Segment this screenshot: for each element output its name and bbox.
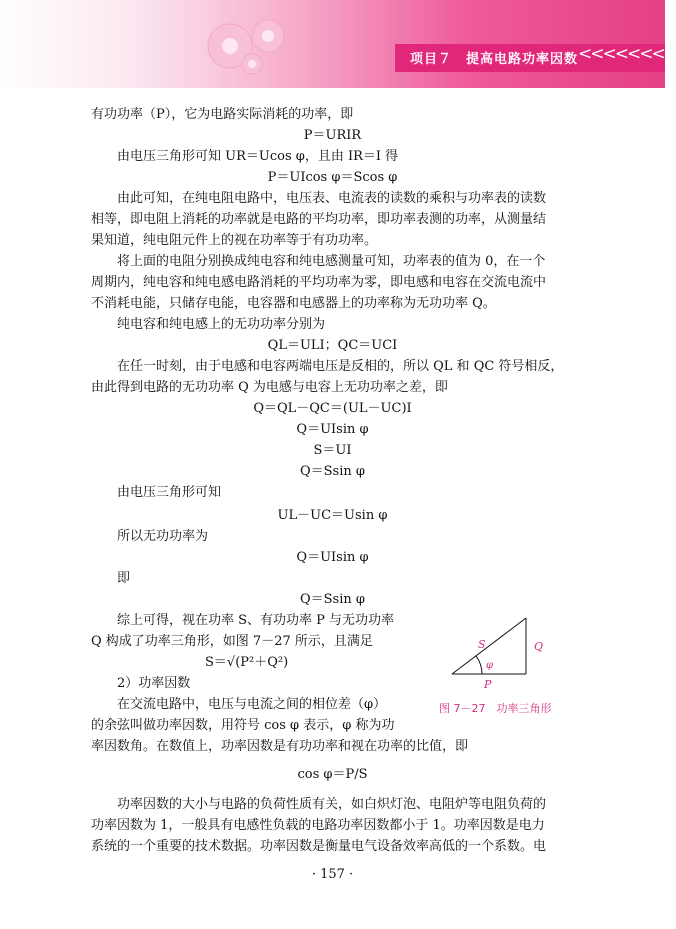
formula: P＝URIR <box>303 128 362 143</box>
text-line: 所以无功功率为 <box>117 529 209 544</box>
text-line: 率因数角。在数值上，功率因数是有功功率和视在功率的比值，即 <box>91 739 469 754</box>
text-line: 由此得到电路的无功功率 Q 为电感与电容上无功功率之差，即 <box>91 380 448 395</box>
formula: cos φ＝P/S <box>297 767 368 782</box>
formula: P＝UIcos φ＝Scos φ <box>267 170 398 185</box>
page-number: · 157 · <box>311 867 354 882</box>
text-line: 功率因数的大小与电路的负荷性质有关，如白炽灯泡、电阻炉等电阻负荷的 <box>117 797 547 812</box>
label-phi: φ <box>486 660 494 671</box>
label-s: S <box>478 638 486 651</box>
text-line: Q 构成了功率三角形，如图 7－27 所示，且满足 <box>91 634 373 649</box>
formula: UL－UC＝Usin φ <box>277 508 388 523</box>
text-line: 2）功率因数 <box>117 676 191 691</box>
formula: Q＝QL－QC＝(UL－UC)I <box>253 401 412 416</box>
text-line: 将上面的电阻分别换成纯电容和纯电感测量可知，功率表的值为 0，在一个 <box>117 254 546 269</box>
formula: Q＝Ssin φ <box>299 592 365 607</box>
gears-icon <box>190 8 300 78</box>
text-line: 果知道，纯电阻元件上的视在功率等于有功功率。 <box>91 233 378 248</box>
power-triangle-figure <box>448 606 578 690</box>
label-q: Q <box>534 640 544 653</box>
text-line: 纯电容和纯电感上的无功功率分别为 <box>117 317 326 332</box>
text-line: 周期内，纯电容和纯电感电路消耗的平均功率为零，即电感和电容在交流电流中 <box>91 275 547 290</box>
page-header-band <box>0 0 676 88</box>
text-line: 的余弦叫做功率因数，用符号 cos φ 表示，φ 称为功 <box>91 718 395 733</box>
angle-arc <box>476 656 482 674</box>
chapter-title: 项目７ 提高电路功率因数 <box>410 52 579 67</box>
text-line: 综上可得，视在功率 S、有功功率 P 与无功功率 <box>117 613 395 628</box>
formula: QL＝ULI；QC＝UCI <box>267 338 398 353</box>
chevrons-icon: <<<<<<<< <box>578 44 676 64</box>
formula: S＝UI <box>313 443 352 458</box>
text-line: 由此可知，在纯电阻电路中，电压表、电流表的读数的乘积与功率表的读数 <box>117 191 547 206</box>
figure-caption: 图 7－27 功率三角形 <box>439 702 552 715</box>
text-line: 在任一时刻，由于电感和电容两端电压是反相的，所以 QL 和 QC 符号相反， <box>117 359 564 374</box>
text-line: 在交流电路中，电压与电流之间的相位差（φ） <box>117 697 387 712</box>
formula: Q＝UIsin φ <box>296 422 369 437</box>
text-line: 系统的一个重要的技术数据。功率因数是衡量电气设备效率高低的一个系数。电 <box>91 839 547 854</box>
text-line: 相等，即电阻上消耗的功率就是电路的平均功率，即功率表测的功率，从测量结 <box>91 212 547 227</box>
text-line: 即 <box>117 571 131 586</box>
text-line: 功率因数为 1，一般具有电感性负载的电路功率因数都小于 1。功率因数是电力 <box>91 818 545 833</box>
text-line: 由电压三角形可知 UR＝Ucos φ，且由 IR＝I 得 <box>117 149 399 164</box>
formula: S＝√(P²＋Q²) <box>205 655 289 670</box>
formula: Q＝UIsin φ <box>296 550 369 565</box>
text-line: 由电压三角形可知 <box>117 485 222 500</box>
text-line: 有功功率（P），它为电路实际消耗的功率，即 <box>91 107 354 122</box>
text-line: 不消耗电能，只储存电能，电容器和电感器上的功率称为无功功率 Q。 <box>91 296 496 311</box>
label-p: P <box>484 678 492 691</box>
formula: Q＝Ssin φ <box>299 464 365 479</box>
